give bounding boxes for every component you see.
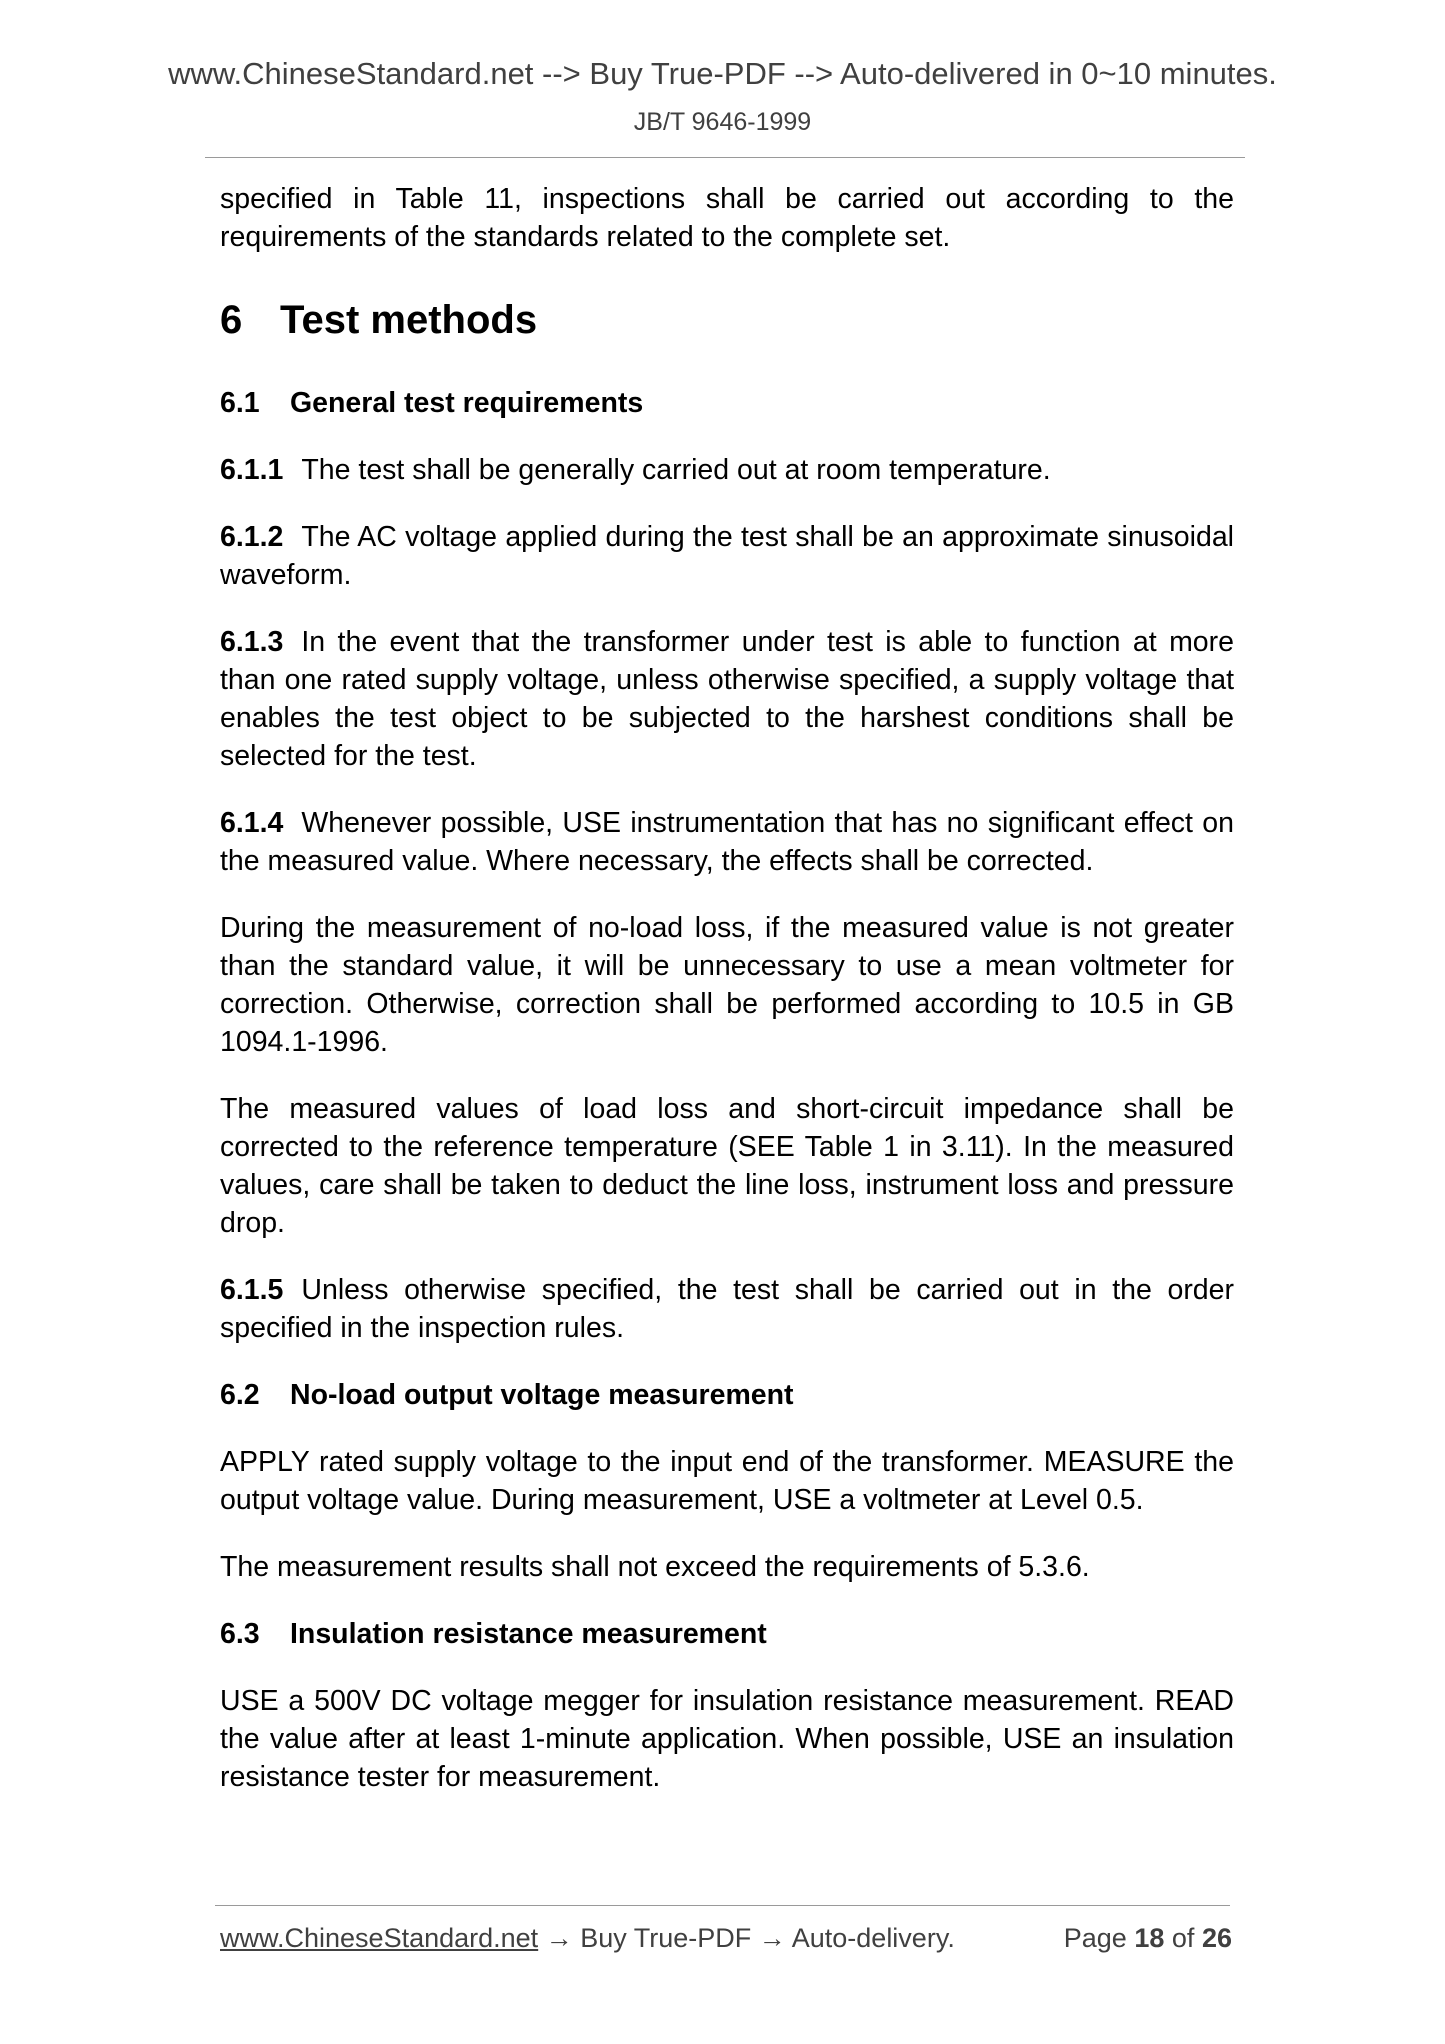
- clause-number: 6.1.2: [220, 521, 284, 553]
- footer-divider: [215, 1905, 1230, 1906]
- clause-text: Unless otherwise specified, the test shall be carried out in the order specified in the inspection rules.: [220, 1274, 1234, 1344]
- load-loss-paragraph: The measured values of load loss and short-circuit impedance shall be corrected to the reference temperature (SEE Table 1 in 3.11). In the measured values, care shall be taken to deduct the line loss, instrument loss and pressure drop.: [220, 1093, 1234, 1239]
- standard-number: JB/T 9646-1999: [633, 108, 812, 136]
- section-6-2-heading: [220, 1376, 1234, 1414]
- section-6-heading: [220, 296, 1234, 344]
- clause-text: The test shall be generally carried out at room temperature.: [301, 454, 1051, 486]
- clause-text: Whenever possible, USE instrumentation that has no significant effect on the measured value. Where necessary, the effects shall be corrected.: [220, 807, 1234, 877]
- no-load-loss-paragraph: During the measurement of no-load loss, if the measured value is not greater than the standard value, it will be unnecessary to use a mean voltmeter for correction. Otherwise, correction shall be performed according to 10.5 in GB 1094.1-1996.: [220, 912, 1234, 1058]
- section-6-3-paragraph: USE a 500V DC voltage megger for insulation resistance measurement. READ the value after at least 1-minute application. When possible, USE an insulation resistance tester for measurement.: [220, 1685, 1234, 1793]
- page-prefix: Page: [1063, 1923, 1127, 1953]
- clause-6-1-4: [220, 804, 1234, 880]
- clause-6-1-3: [220, 623, 1234, 775]
- clause-text: In the event that the transformer under test is able to function at more than one rated supply voltage, unless otherwise specified, a supply voltage that enables the test object to be subjected to the harshest conditions shall be selected for the test.: [220, 626, 1234, 772]
- header-divider: [205, 157, 1245, 158]
- intro-paragraph: specified in Table 11, inspections shall be carried out according to the requirements of the standards related to the complete set.: [220, 183, 1234, 253]
- page-total: 26: [1201, 1923, 1232, 1953]
- footer-left: [220, 1925, 955, 1952]
- section-number: 6: [220, 298, 243, 342]
- footer-link[interactable]: www.ChineseStandard.net: [220, 1923, 539, 1953]
- section-title: General test requirements: [290, 387, 644, 419]
- clause-number: 6.1.1: [220, 454, 284, 486]
- section-6-2-paragraph: APPLY rated supply voltage to the input end of the transformer. MEASURE the output voltage value. During measurement, USE a voltmeter at Level 0.5.: [220, 1446, 1234, 1516]
- clause-6-1-5: [220, 1271, 1234, 1347]
- section-6-2-result-paragraph: The measurement results shall not exceed the requirements of 5.3.6.: [220, 1551, 1090, 1583]
- page-of: of: [1171, 1923, 1195, 1953]
- page-content: [220, 180, 1234, 1825]
- section-title: No-load output voltage measurement: [290, 1379, 794, 1411]
- section-number: 6.2: [220, 1379, 260, 1411]
- clause-text: The AC voltage applied during the test shall be an approximate sinusoidal waveform.: [220, 521, 1234, 591]
- section-number: 6.1: [220, 387, 260, 419]
- section-6-3-heading: [220, 1615, 1234, 1653]
- clause-number: 6.1.4: [220, 807, 284, 839]
- clause-number: 6.1.5: [220, 1274, 284, 1306]
- clause-6-1-1: [220, 451, 1234, 489]
- clause-6-1-2: [220, 518, 1234, 594]
- page-current: 18: [1134, 1923, 1165, 1953]
- section-number: 6.3: [220, 1618, 260, 1650]
- clause-number: 6.1.3: [220, 626, 284, 658]
- footer-tagline: → Buy True-PDF → Auto-delivery.: [538, 1923, 955, 1953]
- section-6-1-heading: [220, 384, 1234, 422]
- header-banner[interactable]: www.ChineseStandard.net --> Buy True-PDF --> Auto-delivered in 0~10 minutes.: [168, 56, 1277, 91]
- page-indicator: [1064, 1925, 1232, 1952]
- section-title: Insulation resistance measurement: [290, 1618, 767, 1650]
- section-title: Test methods: [280, 298, 538, 342]
